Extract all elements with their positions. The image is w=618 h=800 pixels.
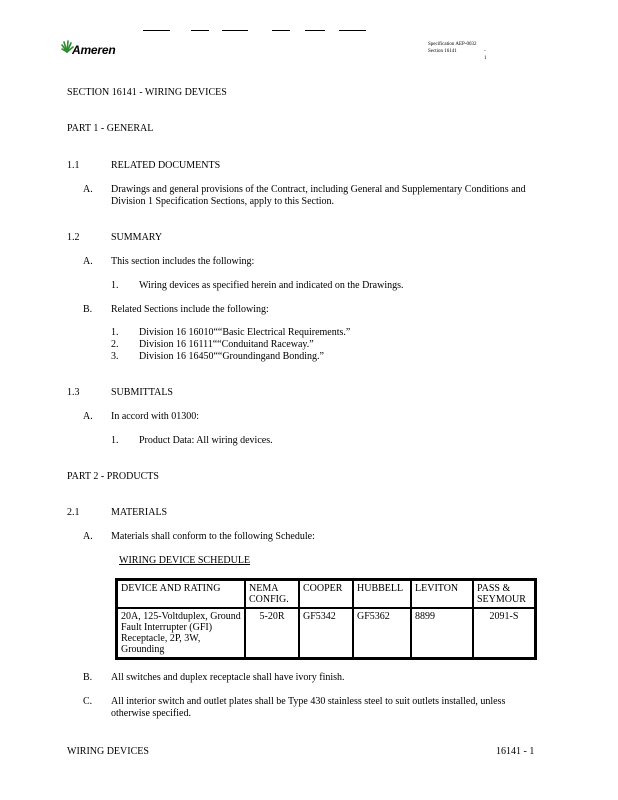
s12-a-text: This section includes the following: [111, 256, 255, 267]
spec-section: Section 16141 [428, 49, 457, 54]
s13-title: SUBMITTALS [111, 387, 173, 398]
s21-a-text: Materials shall conform to the following Schedule: [111, 531, 315, 542]
table-cell: 5-20R [245, 608, 299, 658]
s12-b-item-text: Division 16 16450““Groundingand Bonding.” [139, 351, 324, 362]
s13-number: 1.3 [67, 387, 80, 398]
spec-number: Specification AEP-0032 [428, 42, 477, 47]
header-rule [143, 30, 170, 31]
table-cell: 8899 [411, 608, 473, 658]
spec-page: - 1 [484, 49, 487, 61]
s12-b-item-text: Division 16 16111““Conduitand Raceway.” [139, 339, 314, 350]
table-header-cell: NEMA CONFIG. [245, 580, 299, 608]
s11-title: RELATED DOCUMENTS [111, 160, 221, 171]
part2-title: PART 2 - PRODUCTS [67, 471, 159, 482]
s13-a1-number: 1. [111, 435, 119, 446]
s12-b-item-text: Division 16 16010““Basic Electrical Requirements.” [139, 327, 351, 338]
s11-a-line2: Division 1 Specification Sections, apply to this Section. [111, 196, 335, 207]
s12-title: SUMMARY [111, 232, 163, 243]
s13-a1-text: Product Data: All wiring devices. [139, 435, 273, 446]
table-row [117, 608, 535, 658]
table-cell: 2091-S [473, 608, 535, 658]
s21-title: MATERIALS [111, 507, 168, 518]
table-header-row [117, 580, 535, 608]
table-header-cell: LEVITON [411, 580, 473, 608]
s12-a-label: A. [83, 256, 93, 267]
s21-c-label: C. [83, 696, 93, 707]
s21-b-label: B. [83, 672, 93, 683]
table-cell: GF5362 [353, 608, 411, 658]
s12-b-text: Related Sections include the following: [111, 304, 269, 315]
table-header-cell: PASS & SEYMOUR [473, 580, 535, 608]
table-header-cell: COOPER [299, 580, 353, 608]
part1-title: PART 1 - GENERAL [67, 123, 154, 134]
s21-b-text: All switches and duplex receptacle shall have ivory finish. [111, 672, 345, 683]
s12-b-item-number: 3. [111, 351, 119, 362]
table-cell: GF5342 [299, 608, 353, 658]
header-rule [222, 30, 248, 31]
header-rule [191, 30, 209, 31]
s11-number: 1.1 [67, 160, 80, 171]
header-rule [272, 30, 290, 31]
s21-number: 2.1 [67, 507, 80, 518]
s12-a1-text: Wiring devices as specified herein and indicated on the Drawings. [139, 280, 404, 291]
footer-title: WIRING DEVICES [67, 746, 149, 757]
s13-a-text: In accord with 01300: [111, 411, 200, 422]
s13-a-label: A. [83, 411, 93, 422]
s21-c-line1: All interior switch and outlet plates shall be Type 430 stainless steel to suit outlets installed, unless [111, 696, 506, 707]
s12-a1-number: 1. [111, 280, 119, 291]
s12-b-item-number: 2. [111, 339, 119, 350]
section-title: SECTION 16141 - WIRING DEVICES [67, 87, 227, 98]
s11-a-label: A. [83, 184, 93, 195]
table-header-cell: HUBBELL [353, 580, 411, 608]
spec-block [428, 41, 487, 61]
s21-a-label: A. [83, 531, 93, 542]
s12-b-item-number: 1. [111, 327, 119, 338]
ameren-logo [60, 38, 140, 60]
s12-number: 1.2 [67, 232, 80, 243]
header-rule [305, 30, 325, 31]
table-header-cell: DEVICE AND RATING [117, 580, 245, 608]
schedule-title: WIRING DEVICE SCHEDULE [119, 555, 251, 566]
s12-b-label: B. [83, 304, 93, 315]
logo-text: Ameren [72, 43, 116, 57]
footer-page-number: 16141 - 1 [496, 746, 535, 757]
s21-c-line2: otherwise specified. [111, 708, 191, 719]
header-rule [339, 30, 366, 31]
s11-a-line1: Drawings and general provisions of the Contract, including General and Supplementary Conditions and [111, 184, 526, 195]
wiring-device-schedule-table [115, 578, 537, 660]
table-cell: 20A, 125-Voltduplex, Ground Fault Interrupter (GFI) Receptacle, 2P, 3W, Grounding [117, 608, 245, 658]
